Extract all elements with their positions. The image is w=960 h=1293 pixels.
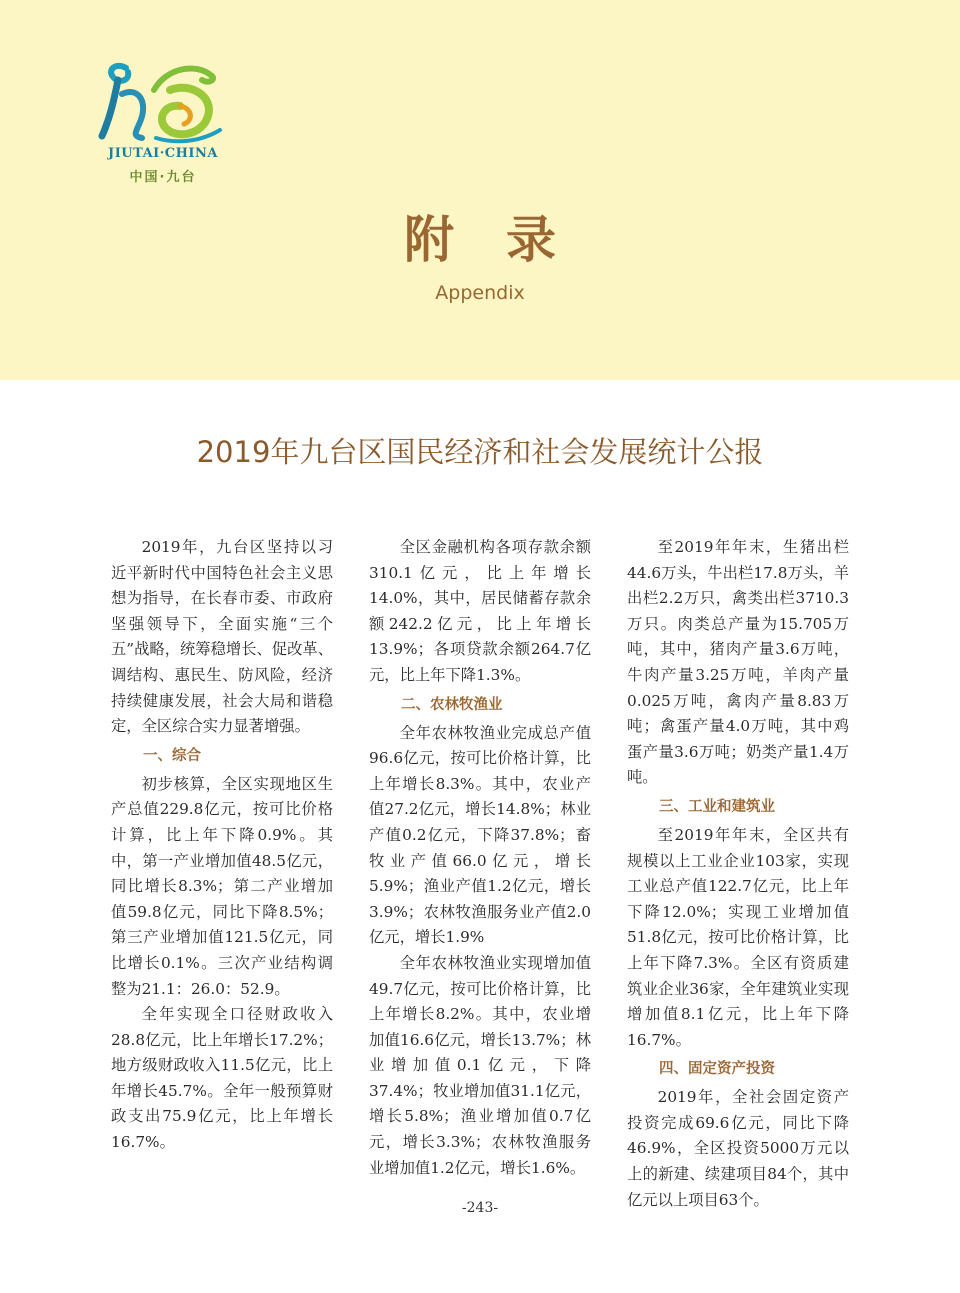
logo-text-en: JIUTAI·CHINA: [108, 146, 218, 161]
paragraph: 全年实现全口径财政收入28.8亿元，比上年增长17.2%；地方级财政收入11.5亿元，比上年增长45.7%。全年一般预算财政支出75.9亿元，比上年增长16.7%。: [111, 1005, 333, 1152]
text-column-1: [111, 535, 333, 1156]
jiutai-logo-mark: [96, 60, 230, 146]
section-heading: 四、固定资产投资: [659, 1061, 775, 1078]
header-band: [0, 0, 960, 380]
appendix-title-cn: 附录: [404, 210, 608, 269]
text-column-2: [369, 535, 591, 1181]
page-number: -243-: [461, 1200, 499, 1216]
paragraph: 至2019年年末，全区共有规模以上工业企业103家，实现工业总产值122.7亿元，比上年下降12.0%；实现工业增加值51.8亿元，按可比价格计算，比上年下降7.3%。全区有资质建筑业企业36家，全年建筑业实现增加值8.1亿元，比上年下降16.7%。: [627, 825, 849, 1049]
paragraph: 2019年，全社会固定资产投资完成69.6亿元，同比下降46.9%，全区投资5000万元以上的新建、续建项目84个，其中亿元以上项目63个。: [627, 1088, 849, 1209]
jiutai-logo: [96, 60, 236, 188]
appendix-title-en: Appendix: [435, 282, 525, 304]
text-column-3: [627, 535, 849, 1213]
paragraph: 初步核算，全区实现地区生产总值229.8亿元，按可比价格计算，比上年下降0.9%。其中，第一产业增加值48.5亿元，同比增长8.3%；第二产业增加值59.8亿元，同比下降8.5%；第三产业增加值121.5亿元，同比增长0.1%。三次产业结构调整为21.1：26.0：52.9。: [111, 774, 333, 998]
paragraph: 全区金融机构各项存款余额310.1亿元，比上年增长14.0%，其中，居民储蓄存款余额242.2亿元，比上年增长13.9%；各项贷款余额264.7亿元，比上年下降1.3%。: [369, 538, 591, 684]
document-title: 2019年九台区国民经济和社会发展统计公报: [196, 435, 764, 469]
logo-text-cn: 中国·九台: [129, 170, 197, 185]
section-heading: 一、综合: [143, 747, 201, 764]
paragraph: 至2019年年末，生猪出栏44.6万头，牛出栏17.8万头，羊出栏2.2万只，禽类出栏3710.3万只。肉类总产量为15.705万吨，其中，猪肉产量3.6万吨，牛肉产量3.25万吨，羊肉产量0.025万吨，禽肉产量8.83万吨；禽蛋产量4.0万吨，其中鸡蛋产量3.6万吨；奶类产量1.4万吨。: [627, 538, 849, 787]
section-heading: 三、工业和建筑业: [659, 798, 775, 815]
paragraph: 2019年，九台区坚持以习近平新时代中国特色社会主义思想为指导，在长春市委、市政府坚强领导下，全面实施“三个五”战略，统筹稳增长、促改革、调结构、惠民生、防风险，经济持续健康发展，社会大局和谐稳定，全区综合实力显著增强。: [111, 538, 333, 736]
paragraph: 全年农林牧渔业完成总产值96.6亿元，按可比价格计算，比上年增长8.3%。其中，农业产值27.2亿元，增长14.8%；林业产值0.2亿元，下降37.8%；畜牧业产值66.0亿元，增长5.9%；渔业产值1.2亿元，增长3.9%；农林牧渔服务业产值2.0亿元，增长1.9%: [369, 723, 591, 947]
section-heading: 二、农林牧渔业: [401, 696, 503, 713]
paragraph: 全年农林牧渔业实现增加值49.7亿元，按可比价格计算，比上年增长8.2%。其中，农业增加值16.6亿元，增长13.7%；林业增加值0.1亿元，下降37.4%；牧业增加值31.1亿元，增长5.8%；渔业增加值0.7亿元，增长3.3%；农林牧渔服务业增加值1.2亿元，增长1.6%。: [369, 953, 591, 1177]
